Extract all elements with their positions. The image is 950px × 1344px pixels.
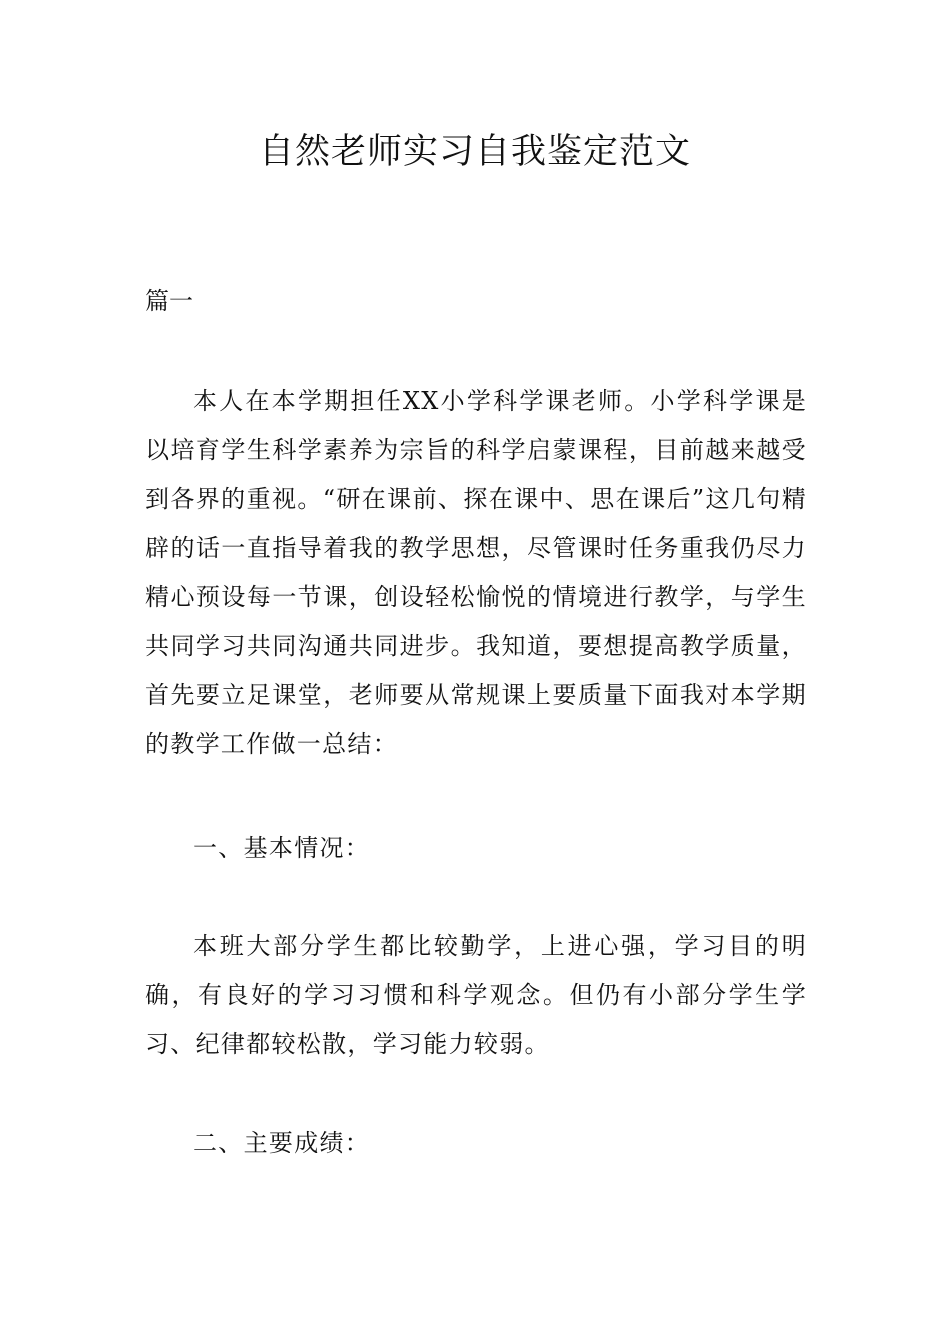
paragraph-intro: 本人在本学期担任XX小学科学课老师。小学科学课是以培育学生科学素养为宗旨的科学启蒙课程，目前越来越受到各界的重视。“研在课前、探在课中、思在课后”这几句精辟的话一直指导着我的教学思想，尽管课时任务重我仍尽力精心预设每一节课，创设轻松愉悦的情境进行教学，与学生共同学习共同沟通共同进步。我知道，要想提高教学质量，首先要立足课堂，老师要从常规课上要质量下面我对本学期的教学工作做一总结：	[145, 387, 807, 758]
document-title: 自然老师实习自我鉴定范文	[258, 132, 691, 172]
heading-basic-situation: 一、基本情况：	[193, 834, 371, 862]
section-label: 篇一	[145, 287, 193, 315]
heading-main-achievements: 二、主要成绩：	[193, 1129, 371, 1157]
paragraph-basic-situation: 本班大部分学生都比较勤学，上进心强，学习目的明确，有良好的学习习惯和科学观念。但仍有小部分学生学习、纪律都较松散，学习能力较弱。	[145, 932, 807, 1058]
